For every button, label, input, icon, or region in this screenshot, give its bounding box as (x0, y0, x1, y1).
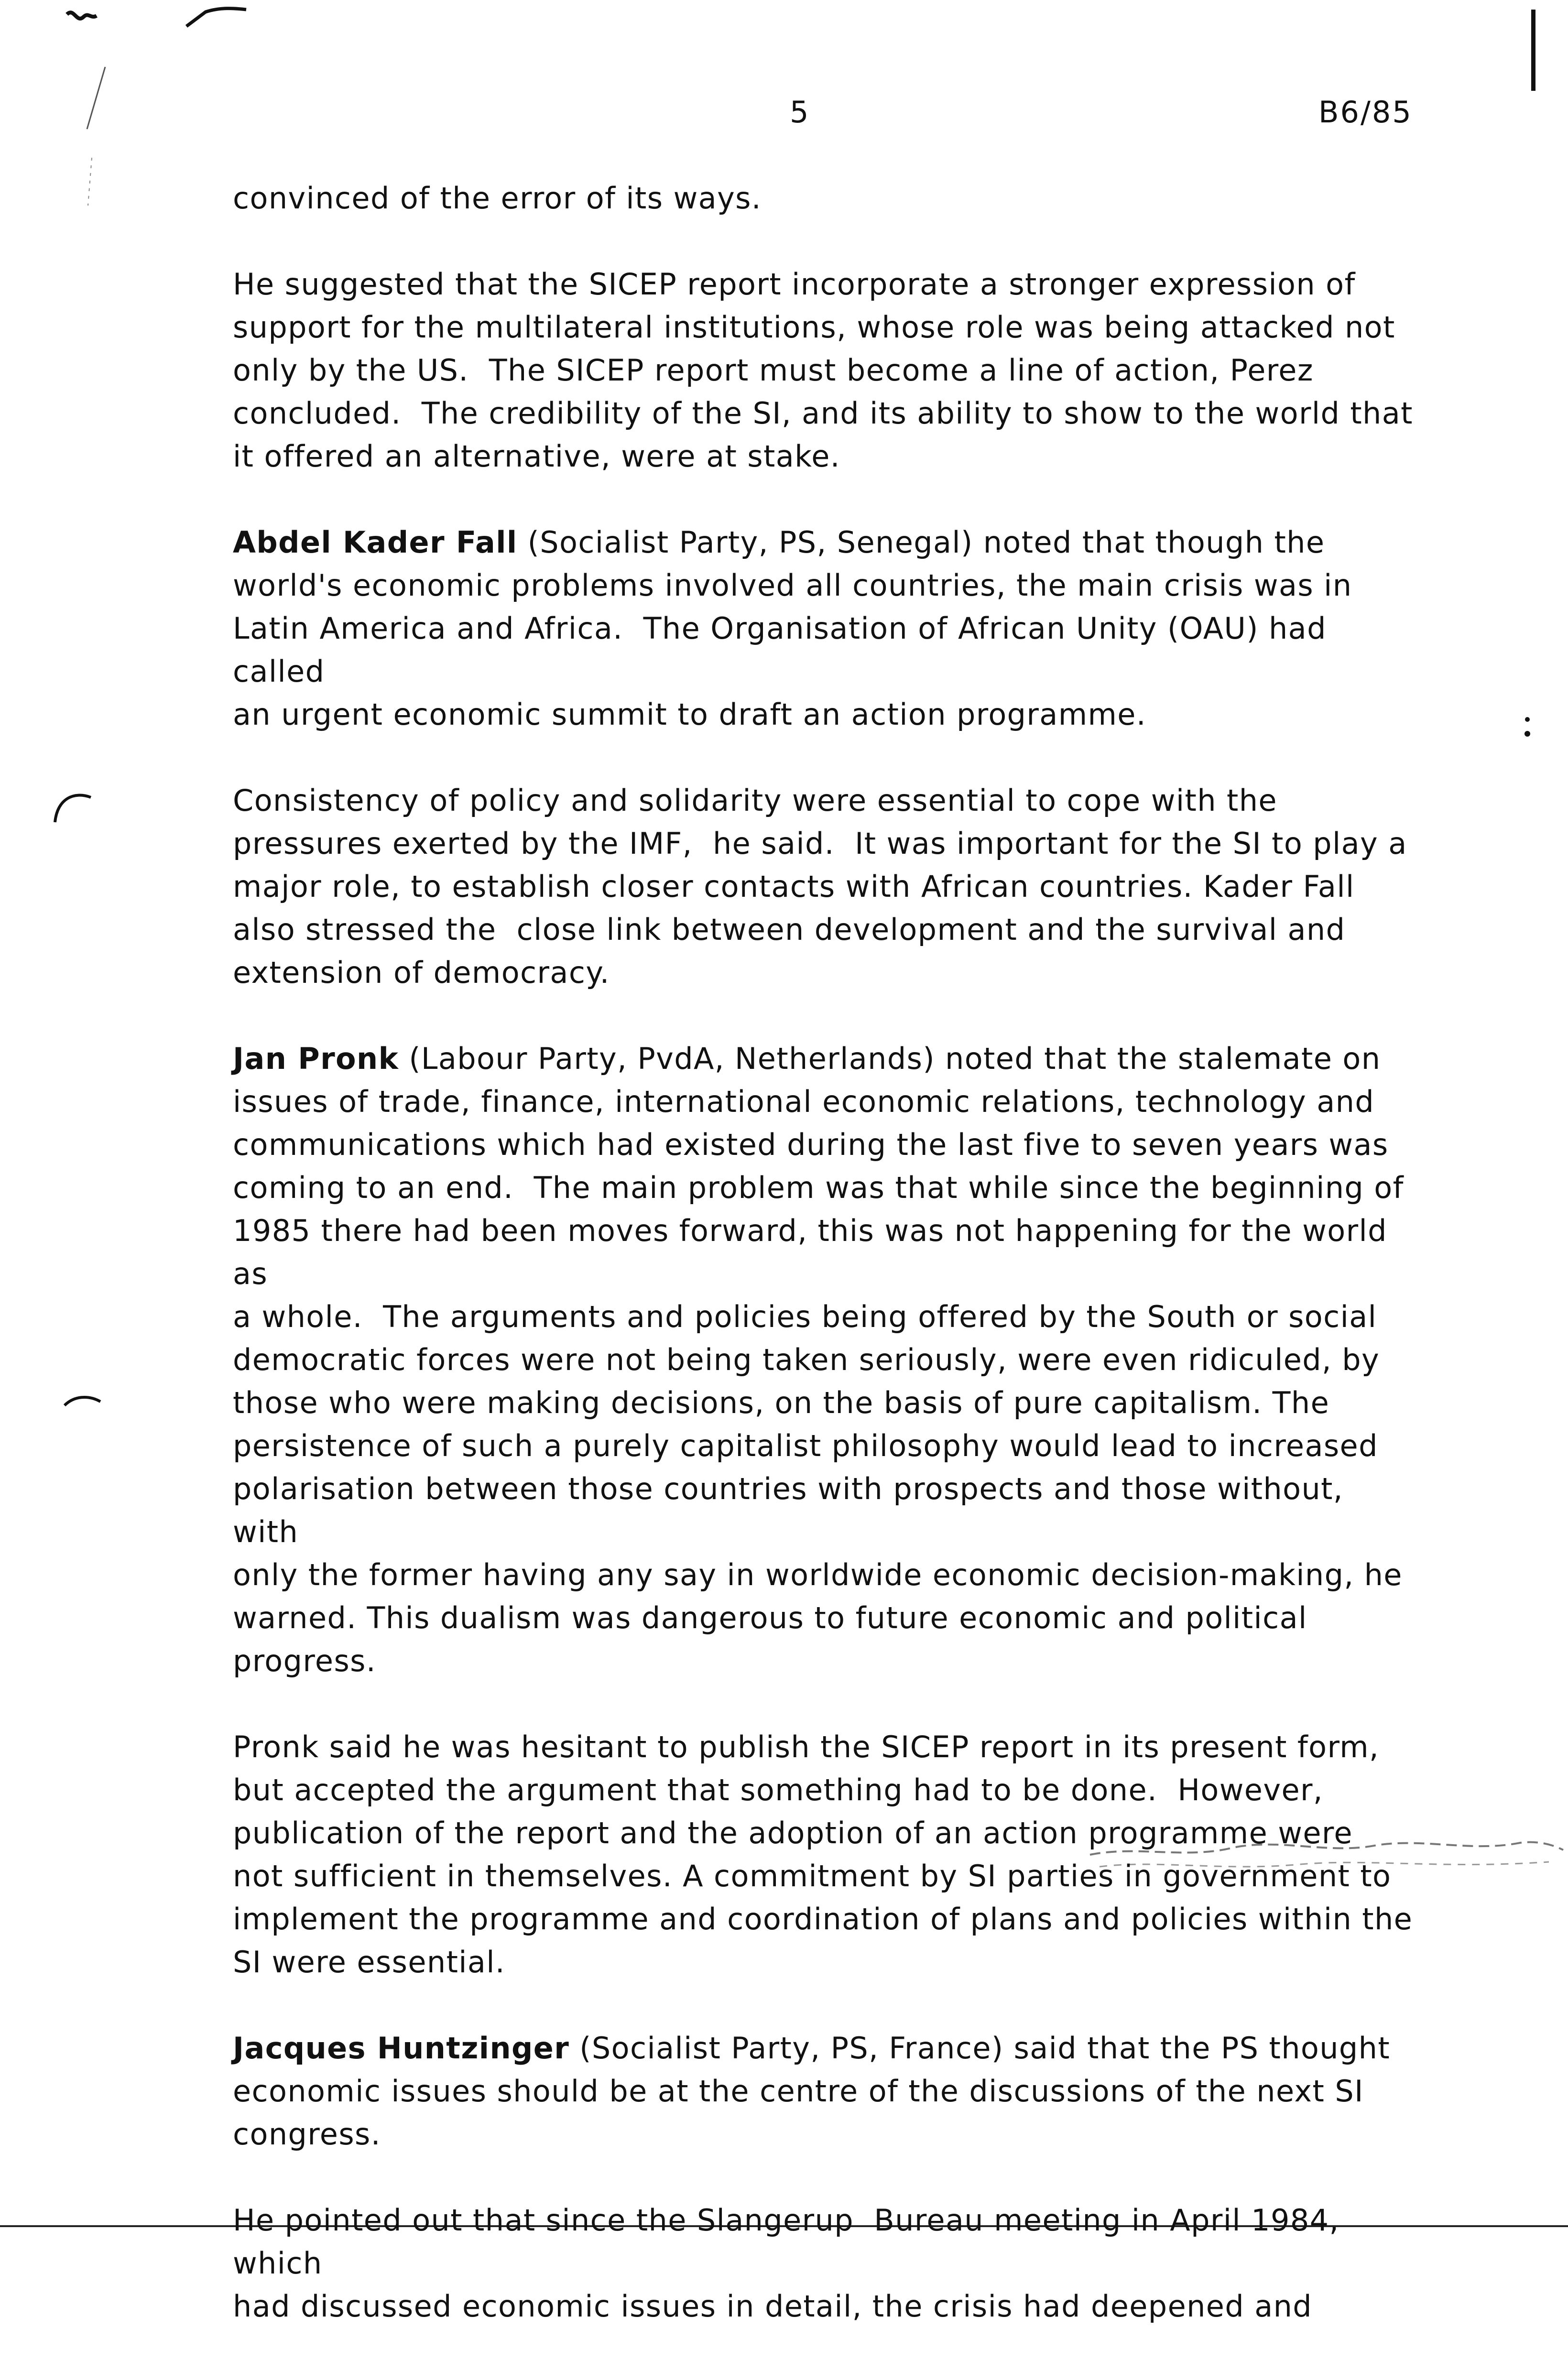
paragraph-2: He suggested that the SICEP report incorporate a stronger expression of support for the multilateral institutions, whose role was being attacked not only by the US. The SICEP report must become a line of action, Perez concluded. The credibility of the SI, and its ability to show to the world that it offered an alternative, were at stake. (233, 267, 1413, 474)
paragraph-8: He pointed out that since the Slangerup Bureau meeting in April 1984, which had discussed economic issues in detail, the crisis had deepened and (233, 2203, 1350, 2324)
speaker-name: Jacques Huntzinger (233, 2031, 570, 2066)
document-reference: B6/85 (1318, 95, 1413, 130)
binder-hole-mark-upper (50, 784, 98, 827)
pen-stroke-mark (182, 2, 249, 31)
page-number: 5 (790, 95, 810, 130)
paragraph-1: convinced of the error of its ways. (233, 181, 762, 216)
right-edge-bar (1531, 10, 1535, 91)
paragraph-6: Pronk said he was hesitant to publish the SICEP report in its present form, but accepted the argument that something had to be done. However, publication of the report and the adoption of an action programme were not sufficient in themselves. A commitment by SI parties in government to implement the programme and coordination of plans and policies within the SI were essential. (233, 1729, 1413, 1979)
speaker-name: Jan Pronk (233, 1041, 399, 1076)
corner-scribble-mark (62, 2, 115, 31)
speaker-name: Abdel Kader Fall (233, 525, 518, 560)
paragraph-3: Abdel Kader Fall (Socialist Party, PS, Senegal) noted that though the world's economic problems involved all countries, the main crisis was in Latin America and Africa. The Organisation of African Unity (OAU) had called an urgent economic summit to draft an action programme. (233, 525, 1352, 732)
binder-hole-mark-lower (62, 1391, 105, 1415)
paragraph-7: Jacques Huntzinger (Socialist Party, PS, France) said that the PS thought economic issues should be at the centre of the discussions of the next SI congress. (233, 2031, 1391, 2152)
paragraph-5: Jan Pronk (Labour Party, PvdA, Netherlands) noted that the stalemate on issues of trade, finance, international economic relations, technology and communications which had existed during the last five to seven years was coming to an end. The main problem was that while since the beginning of 1985 there had been moves forward, this was not happening for the world as a whole. The arguments and policies being offered by the South or social democratic forces were not being taken seriously, were even ridiculed, by those who were making decisions, on the basis of pure capitalism. The persistence of such a purely capitalist philosophy would lead to increased polarisation between those countries with prospects and those without, with only the former having any say in worldwide economic decision-making, he warned. This dualism was dangerous to future economic and political progress. (233, 1041, 1404, 1678)
right-margin-dots (1520, 712, 1535, 770)
paragraph-4: Consistency of policy and solidarity were essential to cope with the pressures exerted by the IMF, he said. It was important for the SI to play a major role, to establish closer contacts with African countries. Kader Fall also stressed the close link between development and the survival and extension of democracy. (233, 783, 1407, 990)
document-body (233, 177, 1418, 2371)
left-margin-slash (81, 62, 110, 215)
